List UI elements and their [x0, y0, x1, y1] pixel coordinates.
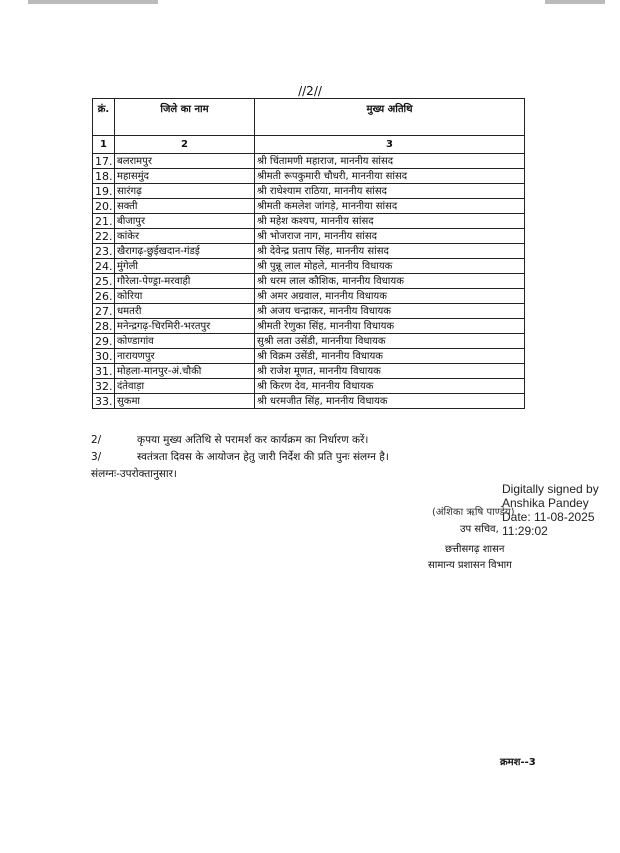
table-row — [93, 274, 525, 289]
header-district: जिले का नाम — [115, 99, 255, 136]
row-guest: श्री पुन्नू लाल मोहले, माननीय विधायक — [255, 259, 525, 274]
table-index-row — [93, 136, 525, 154]
continuation-mark: क्रमश--3 — [500, 757, 536, 768]
row-district: कोण्डागांव — [115, 334, 255, 349]
row-guest: सुश्री लता उसेंडी, माननीया विधायक — [255, 334, 525, 349]
note-item — [91, 449, 389, 466]
signatory-government: छत्तीसगढ़ शासन — [445, 544, 505, 555]
table-row — [93, 199, 525, 214]
digital-sign-line: Anshika Pandey — [502, 496, 589, 510]
table-row — [93, 169, 525, 184]
digital-sign-line: Date: 11-08-2025 — [502, 510, 595, 524]
row-serial: 30. — [93, 349, 115, 364]
row-guest: श्री अजय चन्द्राकर, माननीय विधायक — [255, 304, 525, 319]
digital-sign-line: Digitally signed by — [502, 482, 599, 496]
note-number: 3/ — [91, 451, 102, 463]
row-district: मोहला-मानपुर-अं.चौकी — [115, 364, 255, 379]
row-district: मुंगेली — [115, 259, 255, 274]
top-scan-mark-right — [545, 0, 605, 4]
row-serial: 28. — [93, 319, 115, 334]
row-guest: श्री देवेन्द्र प्रताप सिंह, माननीय सांसद — [255, 244, 525, 259]
table-row — [93, 229, 525, 244]
header-serial: क्रं. — [93, 99, 115, 136]
notes-section — [91, 432, 389, 483]
row-serial: 21. — [93, 214, 115, 229]
index-1: 1 — [93, 136, 115, 154]
table-row — [93, 379, 525, 394]
table-row — [93, 214, 525, 229]
table-row — [93, 184, 525, 199]
district-guest-table — [92, 98, 525, 409]
page-number: //2// — [298, 84, 322, 98]
row-serial: 31. — [93, 364, 115, 379]
row-serial: 20. — [93, 199, 115, 214]
note-number: 2/ — [91, 434, 102, 446]
index-3: 3 — [255, 136, 525, 154]
row-guest: श्री किरण देव, माननीय विधायक — [255, 379, 525, 394]
row-guest: श्री राजेश मूणत, माननीय विधायक — [255, 364, 525, 379]
table-row — [93, 334, 525, 349]
digital-signature-stamp — [502, 482, 599, 538]
row-district: मनेन्द्रगढ़-चिरमिरी-भरतपुर — [115, 319, 255, 334]
row-district: महासमुंद — [115, 169, 255, 184]
row-serial: 22. — [93, 229, 115, 244]
row-serial: 25. — [93, 274, 115, 289]
index-2: 2 — [115, 136, 255, 154]
row-serial: 27. — [93, 304, 115, 319]
row-district: धमतरी — [115, 304, 255, 319]
row-serial: 29. — [93, 334, 115, 349]
table-header-row — [93, 99, 525, 136]
row-guest: श्री धरम लाल कौशिक, माननीय विधायक — [255, 274, 525, 289]
row-guest: श्री भोजराज नाग, माननीय सांसद — [255, 229, 525, 244]
header-guest: मुख्य अतिथि — [255, 99, 525, 136]
note-item — [91, 432, 389, 449]
table-row — [93, 364, 525, 379]
row-serial: 23. — [93, 244, 115, 259]
table-row — [93, 304, 525, 319]
row-guest: श्रीमती कमलेश जांगड़े, माननीया सांसद — [255, 199, 525, 214]
row-guest: श्री महेश कश्यप, माननीय सांसद — [255, 214, 525, 229]
row-guest: श्री राधेश्याम राठिया, माननीय सांसद — [255, 184, 525, 199]
row-serial: 33. — [93, 394, 115, 409]
row-district: कांकेर — [115, 229, 255, 244]
row-guest: श्री विक्रम उसेंडी, माननीय विधायक — [255, 349, 525, 364]
table-row — [93, 244, 525, 259]
row-district: बीजापुर — [115, 214, 255, 229]
signatory-designation: उप सचिव, — [460, 524, 499, 535]
row-serial: 17. — [93, 154, 115, 169]
signatory-department: सामान्य प्रशासन विभाग — [428, 560, 512, 571]
row-guest: श्री धरमजीत सिंह, माननीय विधायक — [255, 394, 525, 409]
row-district: दंतेवाड़ा — [115, 379, 255, 394]
table-row — [93, 349, 525, 364]
row-guest: श्रीमती रूपकुमारी चौधरी, माननीया सांसद — [255, 169, 525, 184]
row-guest: श्री अमर अग्रवाल, माननीय विधायक — [255, 289, 525, 304]
row-serial: 32. — [93, 379, 115, 394]
row-serial: 19. — [93, 184, 115, 199]
row-guest: श्री चिंतामणी महाराज, माननीय सांसद — [255, 154, 525, 169]
table-row — [93, 289, 525, 304]
table-row — [93, 394, 525, 409]
row-serial: 18. — [93, 169, 115, 184]
table-row — [93, 319, 525, 334]
note-text: कृपया मुख्य अतिथि से परामर्श कर कार्यक्रम का निर्धारण करें। — [137, 434, 369, 446]
digital-sign-line: 11:29:02 — [502, 524, 548, 538]
signatory-name: (अंशिका ऋषि पाण्डेय) — [432, 507, 515, 518]
row-district: सारंगढ़ — [115, 184, 255, 199]
row-district: गौरेला-पेण्ड्रा-मरवाही — [115, 274, 255, 289]
row-serial: 24. — [93, 259, 115, 274]
enclosure-line: संलग्नः-उपरोक्तानुसार। — [91, 468, 177, 480]
row-district: सुकमा — [115, 394, 255, 409]
row-district: नारायणपुर — [115, 349, 255, 364]
row-district: बलरामपुर — [115, 154, 255, 169]
note-text: स्वतंत्रता दिवस के आयोजन हेतु जारी निर्देश की प्रति पुनः संलग्न है। — [137, 451, 389, 463]
row-district: खैरागढ़-छुईखदान-गंडई — [115, 244, 255, 259]
table-row — [93, 259, 525, 274]
top-scan-mark-left — [28, 0, 158, 4]
row-serial: 26. — [93, 289, 115, 304]
row-district: कोरिया — [115, 289, 255, 304]
table-row — [93, 154, 525, 169]
row-district: सक्ती — [115, 199, 255, 214]
row-guest: श्रीमती रेणुका सिंह, माननीया विधायक — [255, 319, 525, 334]
